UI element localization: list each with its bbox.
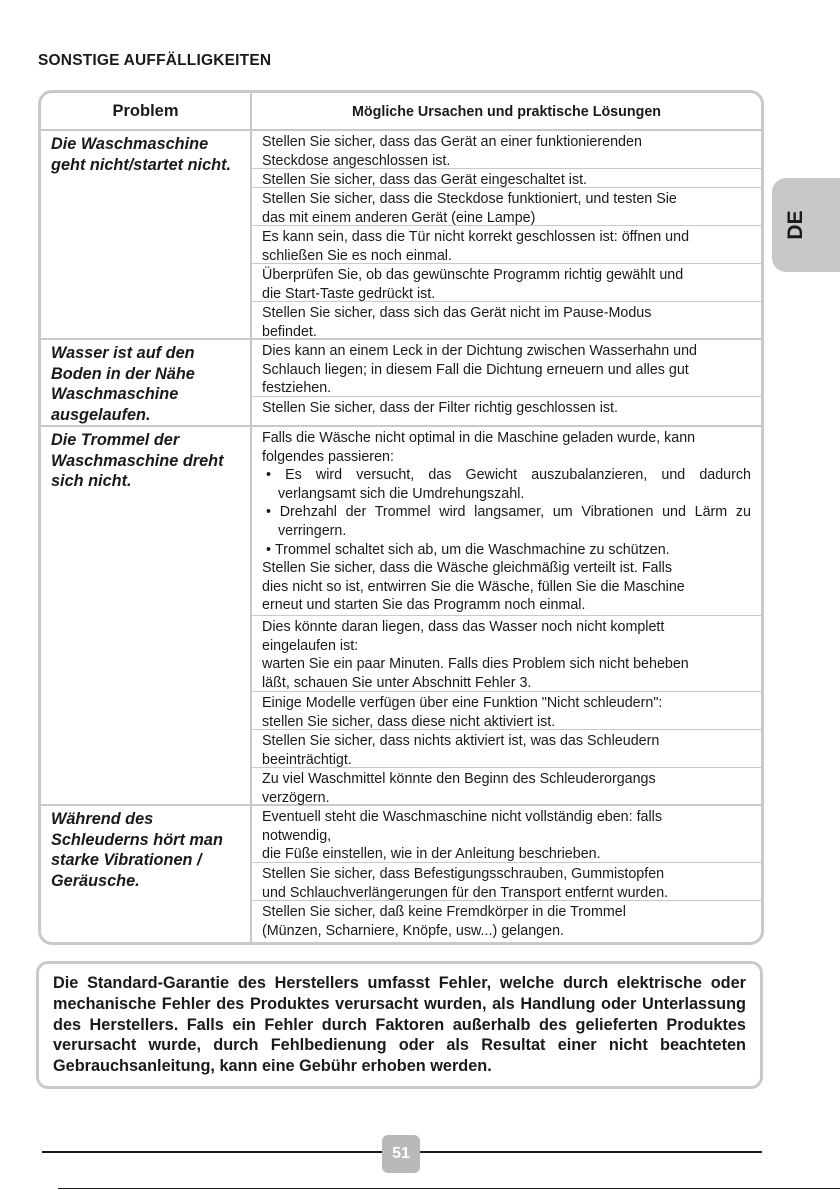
cause-line: Stellen Sie sicher, dass nichts aktiviert ist, was das Schleudern <box>262 732 660 749</box>
problem-group <box>41 806 761 942</box>
cause-item <box>252 340 761 397</box>
cause-item <box>252 397 761 425</box>
cause-bullet-text: Es wird versucht, das Gewicht auszubalanzieren, und dadurch verlangsamt sich die Umdrehungszahl. <box>278 467 751 502</box>
cause-line: Stellen Sie sicher, dass das Gerät eingeschaltet ist. <box>262 172 588 188</box>
problem-group <box>41 427 761 806</box>
cause-line: Dies könnte daran liegen, dass das Wasser noch nicht komplett <box>262 618 665 635</box>
cause-line: notwendig, <box>262 827 332 844</box>
cause-bullet: • Trommel schaltet sich ab, um die Waschmachine zu schützen. <box>266 541 670 558</box>
header-causes: Mögliche Ursachen und praktische Lösungen <box>351 103 662 120</box>
cause-line: Eventuell steht die Waschmaschine nicht vollständig eben: falls <box>262 809 662 825</box>
language-tab-label: DE <box>784 210 807 240</box>
problem-cell: Die Waschmaschine geht nicht/startet nicht. <box>41 131 252 338</box>
cause-item <box>252 131 761 169</box>
causes-cell <box>252 427 761 804</box>
cause-line: die Start-Taste gedrückt ist. <box>262 285 436 302</box>
cause-line: Schlauch liegen; in diesem Fall die Dichtung erneuern und alles gut <box>262 361 689 378</box>
cause-line: (Münzen, Scharniere, Knöpfe, usw...) gelangen. <box>262 922 565 939</box>
cause-line: Zu viel Waschmittel könnte den Beginn des Schleuderorgangs <box>262 770 656 787</box>
cause-item <box>252 226 761 264</box>
cause-line: festziehen. <box>262 380 332 397</box>
cause-bullet-text: Trommel schaltet sich ab, um die Waschmachine zu schützen. <box>274 541 670 558</box>
cause-line: Stellen Sie sicher, dass die Steckdose funktioniert, und testen Sie <box>262 191 677 207</box>
problem-cell: Während des Schleuderns hört man starke Vibrationen / Geräusche. <box>41 806 252 942</box>
language-tab <box>772 178 840 272</box>
cause-line: Steckdose angeschlossen ist. <box>262 152 451 169</box>
cause-line: Es kann sein, dass die Tür nicht korrekt geschlossen ist: öffnen und <box>262 229 690 245</box>
cause-bullet: • Es wird versucht, das Gewicht auszubalanzieren, und dadurch verlangsamt sich die Umdrehungszahl. <box>266 467 751 502</box>
footer-divider-left <box>42 1151 382 1153</box>
cause-item <box>252 863 761 901</box>
cause-item <box>252 188 761 226</box>
problem-group <box>41 131 761 340</box>
cause-line: Falls die Wäsche nicht optimal in die Maschine geladen wurde, kann <box>262 430 696 446</box>
cause-item <box>252 264 761 302</box>
causes-cell <box>252 340 761 425</box>
cause-line: das mit einem anderen Gerät (eine Lampe) <box>262 209 536 226</box>
cause-line: Stellen Sie sicher, dass der Filter richtig geschlossen ist. <box>262 400 618 416</box>
cause-item <box>252 169 761 188</box>
cause-line: folgendes passieren: <box>262 448 394 465</box>
cause-line: warten Sie ein paar Minuten. Falls dies Problem sich nicht beheben <box>262 656 689 673</box>
cause-line: die Füße einstellen, wie in der Anleitung beschrieben. <box>262 846 601 863</box>
cause-item <box>252 692 761 730</box>
table-header <box>41 93 761 131</box>
cause-line: Stellen Sie sicher, dass sich das Gerät nicht im Pause-Modus <box>262 305 652 321</box>
cause-line: eingelaufen ist: <box>262 637 359 654</box>
cause-bullet-text: Drehzahl der Trommel wird langsamer, um Vibrationen und Lärm zu verringern. <box>278 504 751 539</box>
cause-line: beeinträchtigt. <box>262 751 352 768</box>
cause-item <box>252 427 761 616</box>
cause-line: Stellen Sie sicher, daß keine Fremdkörper in die Trommel <box>262 904 626 920</box>
cause-line: Einige Modelle verfügen über eine Funktion "Nicht schleudern": <box>262 694 663 711</box>
footer-divider-right <box>420 1151 762 1153</box>
warranty-notice: Die Standard-Garantie des Herstellers umfasst Fehler, welche durch elektrische oder mechanische Fehler des Produktes verursacht wurden, als Handlung oder Unterlassung des Herstellers. Falls ein Fehler durch Faktoren außerhalb des gelieferten Produktes verursacht wurde, durch Fehlbedienung oder als Resultat einer nicht beachteten Gebrauchsanleitung, kann eine Gebühr erhoben werden. <box>36 961 763 1089</box>
cause-item <box>252 806 761 863</box>
cause-line: Stellen Sie sicher, dass die Wäsche gleichmäßig verteilt ist. Falls <box>262 560 673 577</box>
cause-item <box>252 616 761 692</box>
troubleshooting-table <box>38 90 764 945</box>
cause-line: befindet. <box>262 323 317 340</box>
cause-bullet: • Drehzahl der Trommel wird langsamer, um Vibrationen und Lärm zu verringern. <box>266 504 751 539</box>
causes-cell <box>252 131 761 338</box>
cause-line: schließen Sie es noch einmal. <box>262 247 452 264</box>
section-title: SONSTIGE AUFFÄLLIGKEITEN <box>38 52 272 69</box>
cause-line: Stellen Sie sicher, dass Befestigungsschrauben, Gummistopfen <box>262 866 665 882</box>
problem-group <box>41 340 761 427</box>
cause-item <box>252 901 761 942</box>
problem-cell: Die Trommel der Waschmaschine dreht sich nicht. <box>41 427 252 804</box>
cause-item <box>252 302 761 341</box>
cause-line: dies nicht so ist, entwirren Sie die Wäsche, füllen Sie die Maschine <box>262 578 685 595</box>
bottom-rule <box>58 1188 840 1189</box>
problem-cell: Wasser ist auf den Boden in der Nähe Waschmaschine ausgelaufen. <box>41 340 252 425</box>
page-number: 51 <box>382 1135 420 1173</box>
cause-line: stellen Sie sicher, dass diese nicht aktiviert ist. <box>262 713 556 730</box>
cause-line: Dies kann an einem Leck in der Dichtung zwischen Wasserhahn und <box>262 343 697 359</box>
causes-cell <box>252 806 761 942</box>
cause-line: verzögern. <box>262 789 330 806</box>
cause-line: Überprüfen Sie, ob das gewünschte Programm richtig gewählt und <box>262 267 684 283</box>
cause-line: läßt, schauen Sie unter Abschnitt Fehler 3. <box>262 674 532 691</box>
cause-item <box>252 768 761 807</box>
cause-line: und Schlauchverlängerungen für den Transport entfernt wurden. <box>262 884 669 901</box>
cause-item <box>252 730 761 768</box>
cause-line: erneut und starten Sie das Programm noch einmal. <box>262 597 586 614</box>
cause-line: Stellen Sie sicher, dass das Gerät an einer funktionierenden <box>262 134 642 150</box>
header-problem: Problem <box>41 93 252 129</box>
